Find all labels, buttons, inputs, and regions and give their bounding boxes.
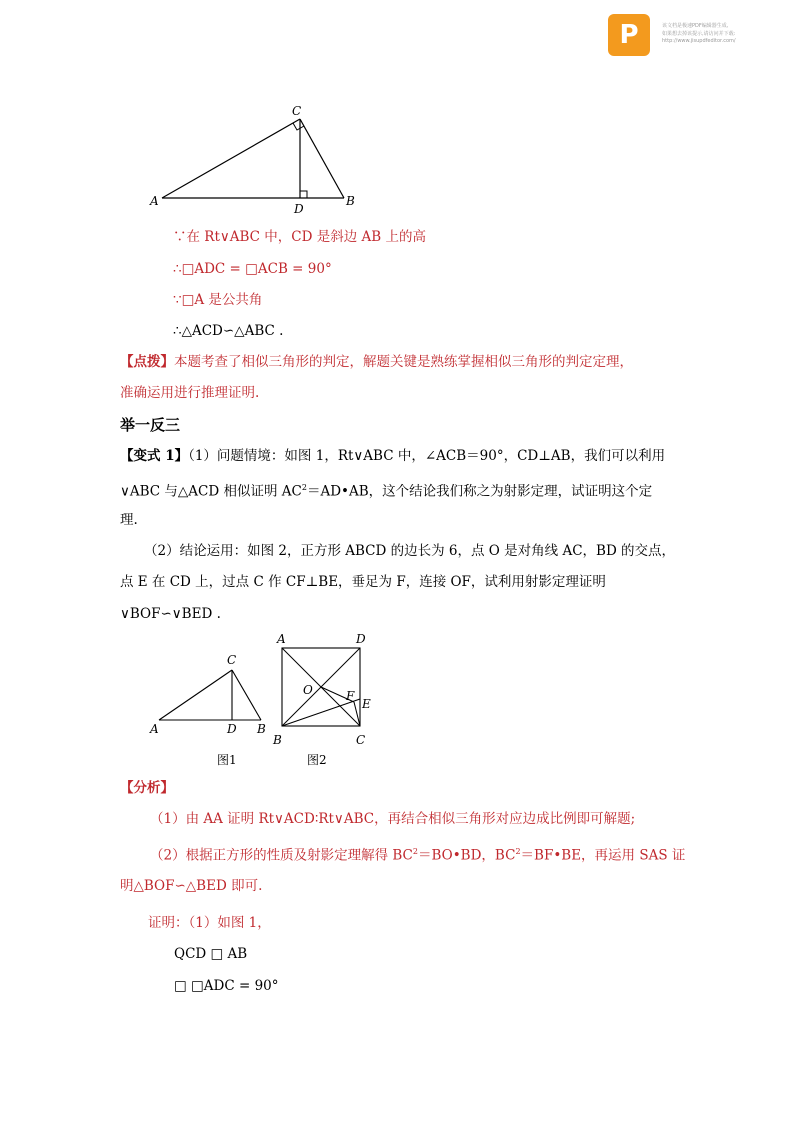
variant-p1-text-2b: ＝AD•AB，这个结论我们称之为射影定理，试证明这个定	[306, 483, 653, 500]
fig2-tri-label-C: C	[227, 653, 237, 667]
fig2-sq-label-A: A	[277, 632, 286, 646]
fig2-sq-label-E: E	[362, 697, 371, 711]
fig2-sq-label-C: C	[356, 733, 366, 747]
fig1-label-D: D	[294, 202, 304, 216]
variant-p1-text-1: （1）问题情境：如图 1，Rt∨ABC 中，∠ACB＝90°，CD⊥AB，我们可以利用	[188, 448, 666, 464]
fig2-caption-2: 图2	[307, 753, 327, 767]
variant-p1-sup: 2	[301, 483, 307, 492]
fig2-sq-label-O: O	[303, 683, 313, 697]
proof1-line-1: ∵在 Rt∨ABC 中，CD 是斜边 AB 上的高	[173, 229, 426, 245]
fig2-caption-1: 图1	[217, 753, 237, 767]
analysis-text-2c: ＝BF•BE，再运用 SAS 证	[520, 847, 686, 864]
fig1-label-A: A	[150, 194, 159, 208]
watermark-line-2: 如果想去掉该提示,请访问并下载:	[662, 31, 736, 37]
variant-tag: 【变式 1】	[120, 448, 189, 464]
analysis-line-3: 明△BOF∽△BED 即可.	[120, 878, 263, 894]
variant-p2-line-3: ∨BOF∽∨BED .	[120, 606, 221, 622]
analysis-tag: 【分析】	[120, 780, 174, 796]
variant-p1-text-2a: ∨ABC 与△ACD 相似证明 AC	[120, 483, 302, 500]
pdf-editor-logo	[608, 14, 650, 56]
fig1-label-B: B	[346, 194, 355, 208]
variant-p1-line-2	[120, 479, 652, 501]
fig2-tri-label-A: A	[150, 722, 159, 736]
fig1-label-C: C	[292, 104, 302, 118]
figure-triangle-and-square	[145, 628, 385, 768]
section-title: 举一反三	[120, 416, 181, 434]
proof1-line-4: ∴△ACD∽△ABC .	[173, 323, 284, 339]
figure-right-triangle	[140, 100, 370, 218]
fig2-tri-label-D: D	[227, 722, 237, 736]
proof1-line-2: ∴□ADC = □ACB = 90°	[173, 261, 332, 277]
watermark-line-3: http://www.jisupdfeditor.com/	[662, 38, 736, 44]
analysis-line-2	[150, 843, 685, 865]
analysis-text-2a: （2）根据正方形的性质及射影定理解得 BC	[150, 847, 413, 864]
fig2-sq-label-D: D	[356, 632, 366, 646]
fig2-tri-label-B: B	[257, 722, 266, 736]
analysis-sup-2: 2	[515, 847, 521, 856]
tip-text-1: 本题考查了相似三角形的判定，解题关键是熟练掌握相似三角形的判定定理，	[174, 354, 633, 370]
variant-p2-line-1: （2）结论运用：如图 2，正方形 ABCD 的边长为 6，点 O 是对角线 AC，BD 的交点，	[144, 543, 676, 559]
logo-letter: P	[619, 20, 639, 50]
variant-p2-line-2: 点 E 在 CD 上，过点 C 作 CF⊥BE，垂足为 F，连接 OF，试利用射影定理证明	[120, 574, 606, 590]
proof2-line-3: □ □ADC = 90°	[174, 978, 279, 994]
variant-p1-line-1	[120, 447, 665, 465]
watermark-line-1: 该文档是极速PDF编辑器生成,	[662, 23, 729, 29]
proof2-line-1: 证明：（1）如图 1，	[148, 915, 271, 931]
fig2-sq-label-F: F	[346, 689, 355, 703]
analysis-text-2b: ＝BO•BD，BC	[417, 847, 516, 864]
analysis-sup-1: 2	[412, 847, 418, 856]
variant-p1-line-3: 理.	[120, 512, 138, 528]
proof2-line-2: QCD □ AB	[174, 946, 248, 962]
tip-tag: 【点拨】	[120, 354, 174, 370]
tip-text-2: 准确运用进行推理证明.	[120, 385, 260, 401]
analysis-line-1: （1）由 AA 证明 Rt∨ACD∶Rt∨ABC，再结合相似三角形对应边成比例即可解题;	[150, 811, 636, 827]
fig2-sq-label-B: B	[273, 733, 282, 747]
tip-paragraph-line-1	[120, 353, 633, 371]
proof1-line-3: ∵□A 是公共角	[173, 292, 263, 308]
